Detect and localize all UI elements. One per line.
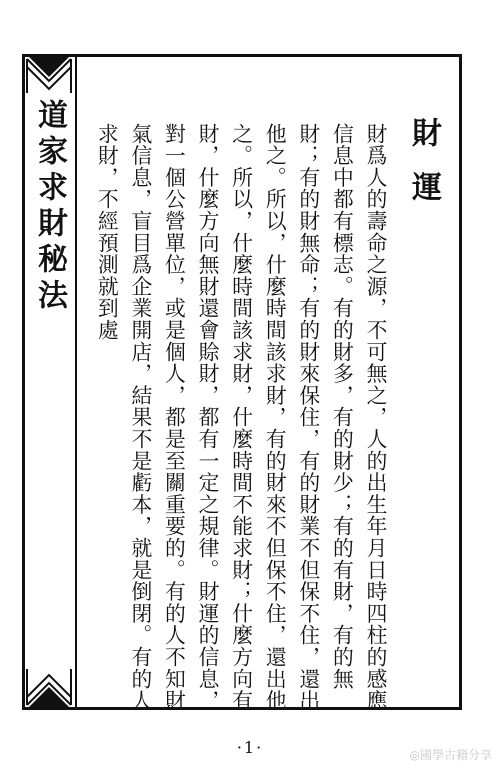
book-spine	[25, 57, 77, 707]
page-frame	[22, 54, 462, 710]
page-number: ·1·	[236, 738, 264, 757]
watermark: ◎國學古籍分享	[409, 748, 492, 762]
chapter-body-text: 財爲人的壽命之源，不可無之，人的出生年月日時四柱的感應信息中都有標志。有的財多，有的財少；有的有財，有的無財；有的財無命；有的財來保住，有的財業不但保不住，還出他之。所以，什麼時間該求財，有的財來不但保不住，還出他之。所以，什麼時間該求財，什麼時間不能求財；什麼方向有財，什麼方向無財還會賒財，都有一定之規律。財運的信息，對一個公營單位，或是個人，都是至關重要的。有的人不知財氣信息，盲目爲企業開店，結果不是虧本，就是倒閉。有的人求財，不經預測就到處	[94, 123, 387, 712]
chapter-title: 財運	[406, 117, 441, 225]
book-title: 道家求財秘法	[32, 99, 67, 315]
page-content	[81, 57, 459, 712]
